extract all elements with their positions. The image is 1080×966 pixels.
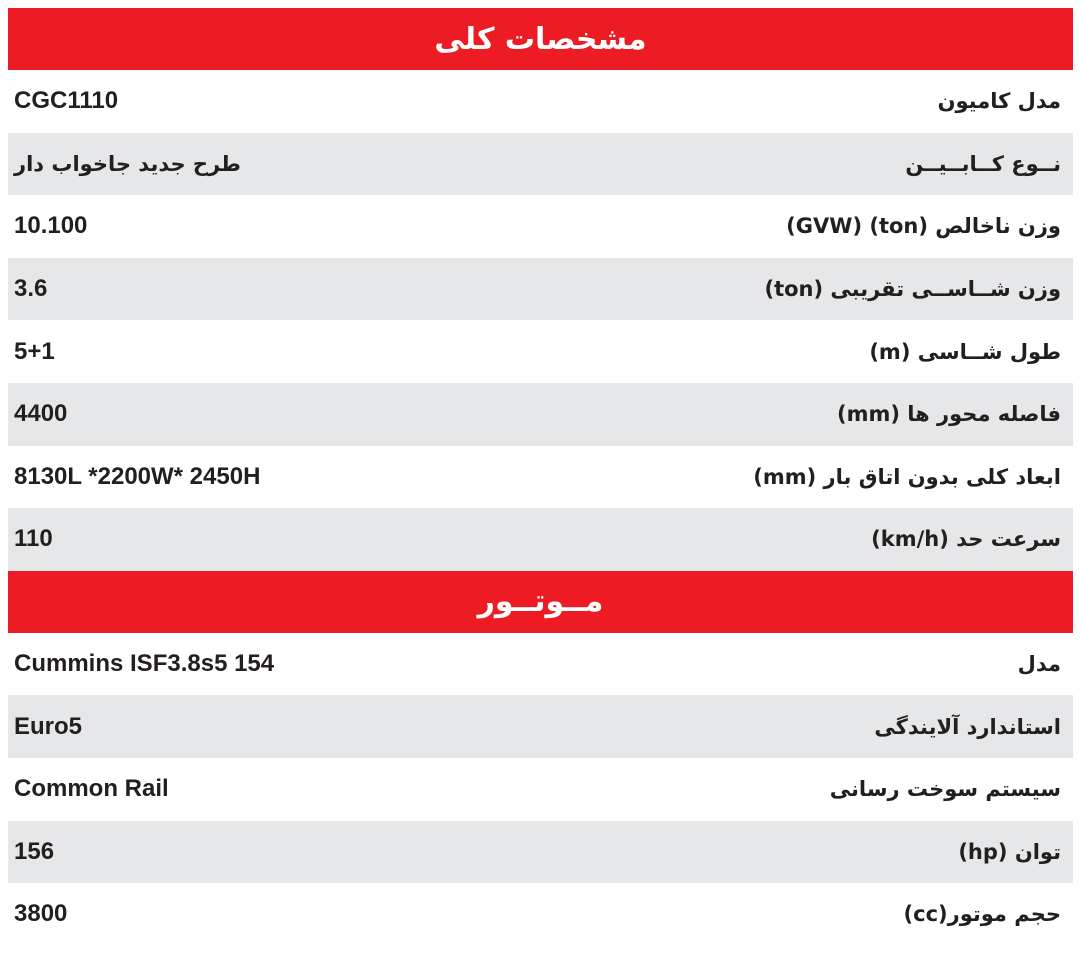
engine-specs-header <box>8 571 1073 633</box>
engine-specs-title: مــوتــور <box>477 584 604 620</box>
spec-row-speed-limit <box>8 508 1073 571</box>
spec-label: ابعاد کلی بدون اتاق بار (mm) <box>753 464 1061 489</box>
spec-value: طرح جدید جاخواب دار <box>14 151 241 176</box>
spec-row-dimensions <box>8 446 1073 509</box>
spec-sheet <box>8 8 1073 946</box>
spec-label: توان (hp) <box>958 839 1061 864</box>
spec-value: Euro5 <box>14 712 83 740</box>
spec-row-fuel-system <box>8 758 1073 821</box>
spec-label: حجم موتور(cc) <box>903 902 1061 927</box>
general-specs-header <box>8 8 1073 70</box>
spec-label: وزن ناخالص (ton) (GVW) <box>786 214 1061 239</box>
spec-value: 10.100 <box>14 212 88 240</box>
spec-row-emission-standard <box>8 695 1073 758</box>
spec-value: 8130L *2200W* 2450H <box>14 462 261 490</box>
spec-row-displacement <box>8 883 1073 946</box>
spec-label: سرعت حد (km/h) <box>871 527 1061 552</box>
spec-label: سیستم سوخت رسانی <box>829 777 1061 802</box>
spec-label: مدل کامیون <box>937 89 1061 114</box>
spec-value: 3.6 <box>14 275 48 303</box>
spec-value: Common Rail <box>14 775 169 803</box>
spec-row-chassis-length <box>8 320 1073 383</box>
spec-value: 5+1 <box>14 337 55 365</box>
spec-row-truck-model <box>8 70 1073 133</box>
spec-label: مدل <box>1017 652 1061 677</box>
spec-label: نــوع کــابــیــن <box>905 151 1061 176</box>
spec-row-engine-model <box>8 633 1073 696</box>
spec-label: استاندارد آلایندگی <box>874 714 1061 739</box>
spec-row-power <box>8 821 1073 884</box>
spec-row-chassis-weight <box>8 258 1073 321</box>
spec-value: Cummins ISF3.8s5 154 <box>14 650 275 678</box>
spec-label: طول شــاسی (m) <box>869 339 1061 364</box>
spec-value: CGC1110 <box>14 87 119 115</box>
spec-label: فاصله محور ها (mm) <box>837 402 1061 427</box>
general-specs-title: مشخصات کلی <box>434 21 647 57</box>
spec-value: 156 <box>14 837 55 865</box>
spec-row-cabin-type <box>8 133 1073 196</box>
spec-label: وزن شــاســی تقریبی (ton) <box>764 277 1061 302</box>
spec-row-wheelbase <box>8 383 1073 446</box>
spec-value: 110 <box>14 525 53 553</box>
spec-value: 4400 <box>14 400 68 428</box>
spec-row-gross-weight <box>8 195 1073 258</box>
spec-value: 3800 <box>14 900 68 928</box>
